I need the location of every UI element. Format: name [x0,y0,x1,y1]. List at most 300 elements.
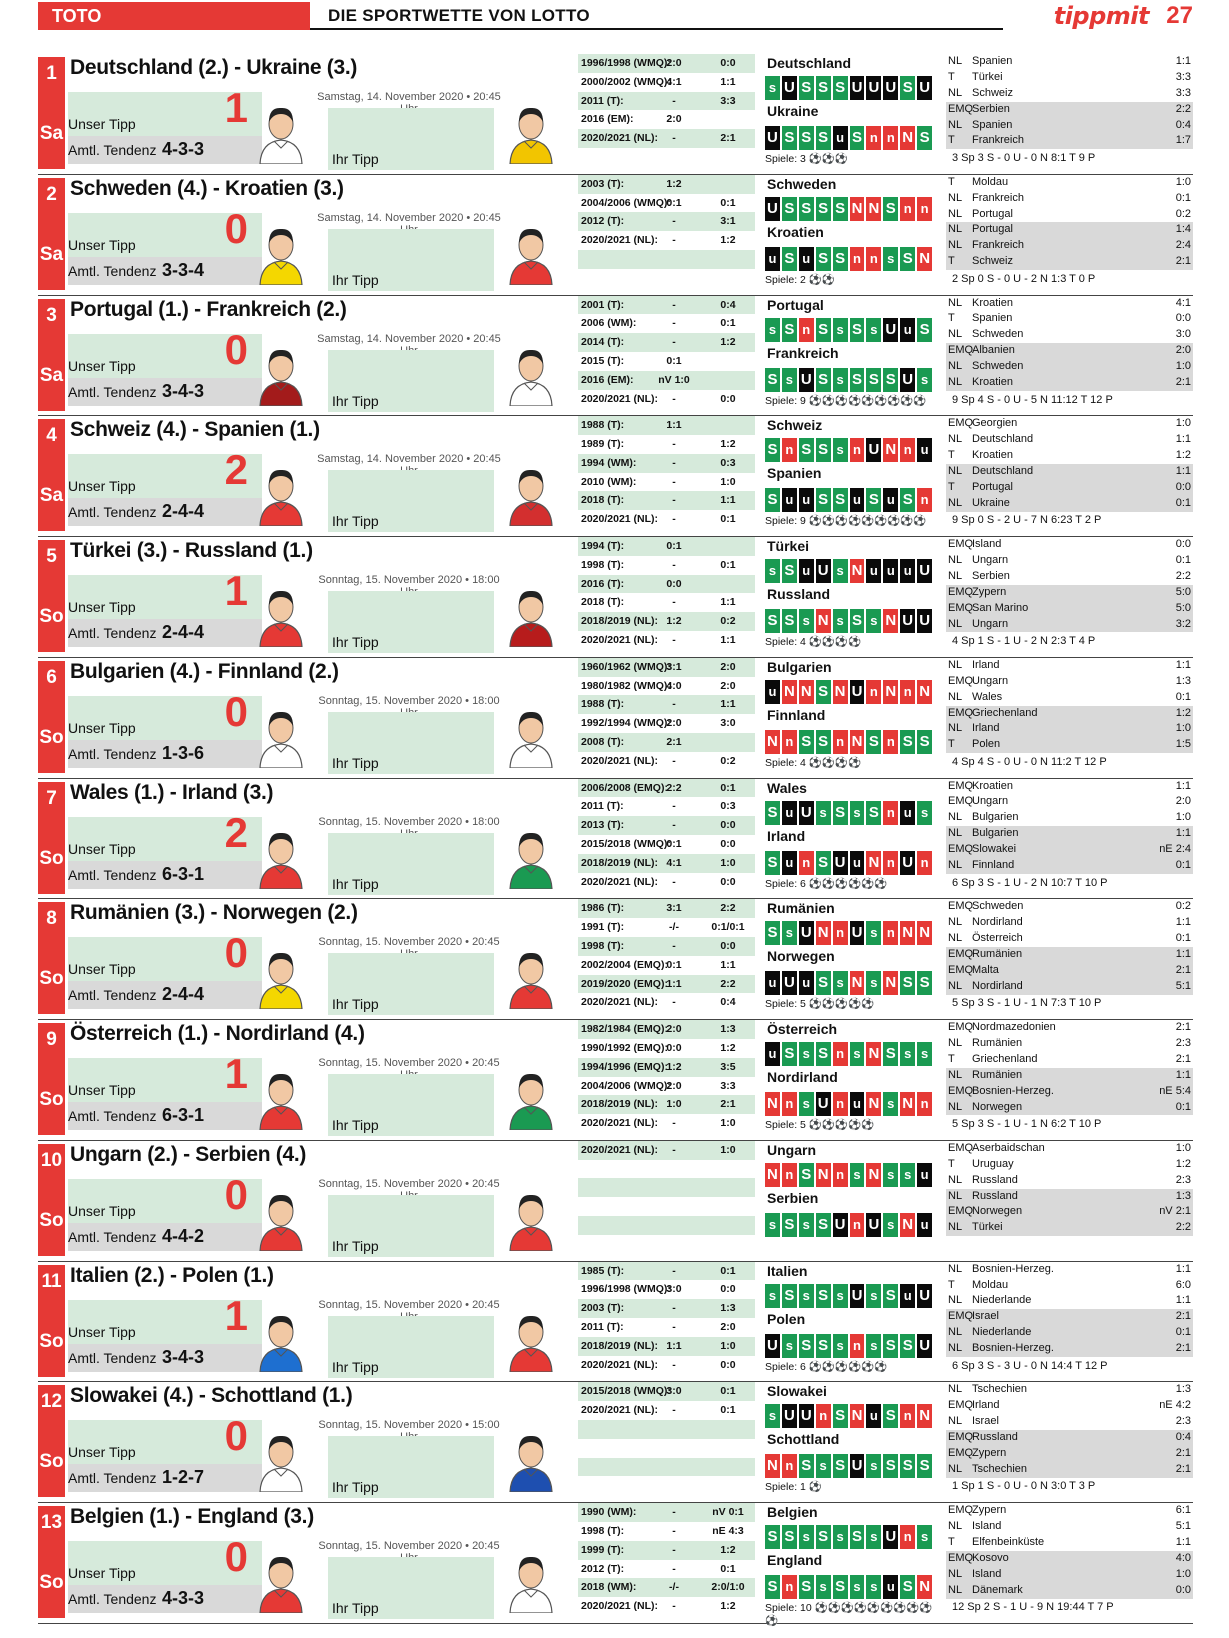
match-title: Wales (1.) - Irland (3.) [70,780,274,804]
form-cell: S [782,1525,797,1549]
opponent-name: Island [972,1520,1002,1533]
match-day: Sa [39,364,64,386]
history-row [578,556,755,575]
history-away-score: 0:2 [720,615,736,628]
head-to-head-history [578,779,755,892]
match-title: Belgien (1.) - England (3.) [70,1505,314,1529]
history-label: 2010 (WM): [581,475,637,488]
form-cell: S [833,247,848,271]
form-cell: S [917,126,932,150]
unser-tipp-value: 0 [224,204,248,252]
competition-code: EMQ [948,1431,974,1444]
ihr-tipp-field[interactable] [328,229,494,291]
away-team-name: Kroatien [767,223,824,240]
opponent-name: Türkei [972,1221,1003,1234]
away-form-bar [765,1454,932,1478]
opponent-name: Rumänien [972,1037,1023,1050]
form-cell: S [816,76,831,100]
opponent-name: Spanien [972,55,1013,67]
history-home-score: - [672,939,676,952]
recent-result-row [946,1341,1193,1357]
history-label: 2004/2006 (WMQ): [581,1079,671,1092]
competition-code: NL [948,1037,963,1050]
form-cell: u [866,1404,881,1428]
form-cell: u [782,488,797,512]
history-row [578,816,755,835]
history-row [578,1458,755,1477]
recent-results [946,1503,1193,1614]
competition-code: NL [948,433,963,446]
match-date: Sonntag, 15. November 2020 • 18:00 [318,574,500,587]
history-label: 2002/2004 (EMQ): [581,958,668,971]
form-cell: n [883,801,898,825]
ihr-tipp-field[interactable] [328,1436,494,1498]
match-day: Sa [39,485,64,507]
amtl-tendenz-value: 1-2-7 [162,1467,205,1488]
match-number: 1 [46,63,57,84]
opponent-name: Bosnien-Herzeg. [972,1342,1054,1355]
ihr-tipp-field[interactable] [328,591,494,653]
home-player-icon [256,1551,306,1613]
form-cell: S [833,76,848,100]
result-score: 2:1 [1175,1446,1191,1459]
opponent-name: Island [972,1567,1002,1580]
ihr-tipp-field[interactable] [328,1557,494,1619]
match-title: Slowakei (4.) - Schottland (1.) [70,1384,353,1408]
form-cell: N [850,559,865,583]
recent-result-row [946,737,1193,753]
home-form-bar [765,1163,932,1187]
form-cell: n [782,438,797,462]
games-count: Spiele: 4 ⚽⚽⚽⚽ [765,756,862,769]
history-away-score: 0:0 [720,1358,736,1371]
history-row [578,593,755,612]
result-score: 2:0 [1175,344,1191,357]
away-player-icon [506,1189,556,1251]
result-score: 1:0 [1175,360,1191,373]
form-cell: s [765,1284,780,1308]
home-team-name: Bulgarien [767,658,832,675]
form-cell: S [782,1284,797,1308]
history-away-score: 0:1 [720,781,736,794]
history-away-score: 0:1 [720,513,736,526]
opponent-name: Deutschland [972,464,1034,477]
games-count: Spiele: 10 ⚽⚽⚽⚽⚽⚽⚽⚽⚽⚽ [765,1602,933,1628]
history-away-score: 1:2 [720,1041,736,1054]
match-number-tab [38,1506,65,1618]
match-row [38,1262,1193,1383]
opponent-name: Griechenland [972,706,1038,719]
form-cell: S [816,1525,831,1549]
away-team-name: Finnland [767,706,826,723]
form-cell: N [866,1042,881,1066]
form-cell: S [765,801,780,825]
history-label: 1990/1992 (EMQ): [581,1041,668,1054]
away-form-bar [765,971,932,995]
result-score: 2:3 [1175,1037,1191,1050]
form-cell: S [883,1404,898,1428]
tipp-box [68,687,262,768]
games-count: Spiele: 5 ⚽⚽⚽⚽⚽ [765,998,875,1011]
match-date: Sonntag, 15. November 2020 • 20:45 [318,1057,500,1070]
result-score: 2:2 [1175,569,1191,582]
match-day: So [39,1451,64,1473]
history-home-score: -/- [669,1581,679,1594]
history-home-score: - [672,596,676,609]
competition-code: EMQ [948,674,974,687]
recent-result-row [946,1262,1193,1278]
away-player-icon [506,102,556,164]
form-cell: U [900,609,915,633]
ihr-tipp-label: Ihr Tipp [332,634,379,651]
amtl-tendenz-value: 6-3-1 [162,1105,205,1126]
form-cell: s [833,609,848,633]
recent-result-row [946,1414,1193,1430]
recent-results [946,416,1193,527]
ihr-tipp-label: Ihr Tipp [332,875,379,892]
competition-code: NL [948,118,963,131]
competition-code: T [948,255,955,268]
tipp-box [68,929,262,1009]
opponent-name: Israel [972,1310,999,1323]
form-cell: S [850,126,865,150]
form-cell: S [799,76,814,100]
opponent-name: Schweiz [972,255,1013,268]
result-score: 1:1 [1175,433,1191,446]
form-cell: N [765,1454,780,1478]
form-cell: u [765,1042,780,1066]
form-cell: n [917,197,932,221]
match-number-tab [38,1385,65,1497]
form-cell: s [850,801,865,825]
away-team-name: Spanien [767,465,822,482]
recent-results [946,537,1193,648]
history-away-score: 3:0 [720,717,736,730]
result-score: 1:1 [1175,779,1191,792]
recent-result-row [946,826,1193,842]
ihr-tipp-field[interactable] [328,833,494,895]
result-score: 1:4 [1175,223,1191,236]
ihr-tipp-field[interactable] [328,1074,494,1136]
head-to-head-summary: 12 Sp 2 S - 1 U - 9 N 19:44 T 7 P [952,1601,1114,1614]
form-cell: s [799,1042,814,1066]
amtl-tendenz-label: Amtl. Tendenz [68,262,157,279]
form-cell: u [917,1213,932,1237]
form-cell: S [816,1284,831,1308]
match-row [38,296,1193,417]
history-home-score: 2:0 [666,1023,682,1036]
opponent-name: Island [972,538,1002,551]
match-day: Sa [39,243,64,265]
form-cell: s [833,1284,848,1308]
home-team-name: Österreich [767,1021,838,1038]
form-cell: N [917,247,932,271]
form-cell: S [866,801,881,825]
head-to-head-history [578,899,755,1012]
result-score: 0:4 [1175,118,1191,131]
home-player-icon [256,1189,306,1251]
result-score: 1:0 [1175,175,1191,188]
home-form-bar [765,1042,932,1066]
result-score: 2:1 [1175,1462,1191,1475]
form-cell: s [799,1213,814,1237]
history-away-score: 1:1 [720,75,736,88]
history-label: 1994 (T): [581,540,625,553]
form-cell: S [900,247,915,271]
form-cell: S [782,126,797,150]
amtl-tendenz-value: 2-4-4 [162,622,205,643]
form-cell: s [900,1042,915,1066]
ihr-tipp-label: Ihr Tipp [332,1479,379,1496]
home-team-name: Wales [767,779,807,796]
history-away-score: 2:0 [720,1321,736,1334]
history-row [578,491,755,510]
form-cell: n [799,318,814,342]
unser-tipp-value: 2 [224,446,248,494]
history-away-score: 0:3 [720,800,736,813]
competition-code: T [948,449,955,462]
history-row [578,956,755,975]
unser-tipp-value: 0 [224,929,248,977]
form-cell: s [883,1092,898,1116]
form-cell: s [866,1525,881,1549]
form-cell: S [799,1454,814,1478]
amtl-tendenz-value: 2-4-4 [162,501,205,522]
ihr-tipp-field[interactable] [328,953,494,1015]
history-row [578,612,755,631]
recent-result-row [946,1535,1193,1551]
history-row [578,658,755,677]
away-player-icon [506,223,556,285]
history-home-score: 4:1 [666,75,682,88]
history-label: 1990 (WM): [581,1506,637,1519]
result-score: 0:0 [1175,1583,1191,1596]
competition-code: EMQ [948,900,974,913]
competition-code: NL [948,1262,963,1275]
competition-code: EMQ [948,843,974,856]
competition-code: NL [948,1068,963,1081]
recent-result-row [946,464,1193,480]
form-cell: S [765,368,780,392]
history-row [578,296,755,315]
form-cell: s [866,1284,881,1308]
away-team-name: England [767,1552,823,1569]
form-cell: S [816,1213,831,1237]
form-cell: S [799,1575,814,1599]
form-cell: U [765,197,780,221]
result-score: 2:4 [1175,239,1191,252]
recent-result-row [946,1220,1193,1236]
home-player-icon [256,585,306,647]
opponent-name: Serbien [972,569,1010,582]
recent-results [946,54,1193,164]
form-cell: n [782,1575,797,1599]
away-player-icon [506,1430,556,1492]
history-home-score: - [672,317,676,330]
form-cell: s [833,971,848,995]
ihr-tipp-field[interactable] [328,1195,494,1257]
form-cell: S [816,126,831,150]
history-label: 2020/2021 (NL): [581,392,659,405]
history-row [578,1141,755,1160]
form-cell: n [900,1525,915,1549]
competition-code: NL [948,569,963,582]
history-label: 2020/2021 (NL): [581,996,659,1009]
match-number: 13 [40,1512,63,1534]
form-cell: s [816,1575,831,1599]
history-label: 1982/1984 (EMQ): [581,1023,668,1036]
result-score: 1:0 [1175,722,1191,735]
games-count: Spiele: 6 ⚽⚽⚽⚽⚽⚽ [765,877,888,890]
history-row [578,899,755,918]
competition-code: NL [948,617,963,630]
form-cell: S [833,197,848,221]
history-row [578,695,755,714]
section-label: TOTO [38,2,310,30]
form-cell: u [850,488,865,512]
form-cell: n [833,1092,848,1116]
recent-result-row [946,915,1193,931]
games-count: Spiele: 9 ⚽⚽⚽⚽⚽⚽⚽⚽⚽ [765,394,927,407]
competition-code: NL [948,55,963,67]
recent-result-row [946,842,1193,858]
recent-result-row [946,1036,1193,1052]
form-cell: s [883,1163,898,1187]
history-label: 2020/2021 (NL): [581,513,659,526]
history-label: 2020/2021 (NL): [581,1143,659,1156]
result-score: 1:3 [1175,1383,1191,1396]
recent-result-row [946,1519,1193,1535]
form-cell: n [782,1454,797,1478]
history-home-score: - [672,298,676,311]
history-label: 2018/2019 (NL): [581,1339,659,1352]
history-row [578,1597,755,1616]
form-cell: s [917,1525,932,1549]
opponent-name: Israel [972,1415,999,1428]
recent-result-row [946,86,1193,102]
recent-result-row [946,721,1193,737]
competition-code: NL [948,1100,963,1113]
form-cell: s [833,1525,848,1549]
opponent-name: Polen [972,738,1001,751]
competition-code: NL [948,979,963,992]
home-form-bar [765,318,932,342]
match-date: Sonntag, 15. November 2020 • 20:45 [318,1298,500,1311]
form-cell: s [833,1334,848,1358]
form-cell: U [850,921,865,945]
history-label: 2006 (WM): [581,317,637,330]
history-label: 2011 (T): [581,1321,624,1334]
form-cell: s [799,1092,814,1116]
recent-result-row [946,191,1193,207]
ihr-tipp-field[interactable] [328,350,494,412]
recent-results [946,1262,1193,1372]
amtl-tendenz-label: Amtl. Tendenz [68,1228,157,1245]
history-label: 2018 (WM): [581,1581,637,1594]
form-cell: N [782,680,797,704]
result-score: 2:3 [1175,1173,1191,1186]
history-home-score: - [672,132,676,145]
form-cell: S [833,1454,848,1478]
ihr-tipp-field[interactable] [328,1316,494,1378]
unser-tipp-value: 0 [224,1533,248,1581]
history-home-score: 0:1 [666,837,682,850]
amtl-tendenz-value: 3-3-4 [162,259,205,280]
result-score: 1:1 [1175,916,1191,929]
result-score: 0:1 [1175,1100,1191,1113]
result-score: 1:5 [1175,738,1191,751]
unser-tipp-value: 2 [224,808,248,856]
form-cell: n [833,730,848,754]
competition-code: NL [948,827,963,840]
recent-result-row [946,222,1193,238]
history-away-score: 0:3 [720,456,736,469]
result-score: 2:1 [1175,1310,1191,1323]
history-row [578,1114,755,1133]
history-row [578,835,755,854]
form-cell: n [883,126,898,150]
result-score: 1:0 [1175,1141,1191,1154]
away-player-icon [506,464,556,526]
history-row [578,631,755,650]
opponent-name: Finnland [972,859,1015,872]
competition-code: EMQ [948,1021,974,1034]
form-cell: S [782,1042,797,1066]
head-to-head-history [578,537,755,650]
head-to-head-summary: 2 Sp 0 S - 0 U - 2 N 1:3 T 0 P [952,272,1096,285]
form-cell: s [866,921,881,945]
competition-code: NL [948,191,963,204]
head-to-head-summary: 4 Sp 1 S - 1 U - 2 N 2:3 T 4 P [952,635,1096,648]
home-team-name: Schweden [767,175,837,192]
ihr-tipp-field[interactable] [328,712,494,774]
form-cell: u [900,318,915,342]
opponent-name: Ungarn [972,553,1009,566]
opponent-name: Ungarn [972,795,1009,808]
result-score: 3:3 [1175,70,1191,83]
competition-code: EMQ [948,706,974,719]
recent-result-row [946,1204,1193,1220]
history-label: 2012 (T): [581,1562,625,1575]
form-cell: s [917,1042,932,1066]
match-number: 11 [41,1270,62,1292]
form-cell: U [765,126,780,150]
ihr-tipp-field[interactable] [328,108,494,170]
history-label: 2020/2021 (NL): [581,1117,659,1130]
opponent-name: Moldau [972,175,1009,188]
competition-code: EMQ [948,585,974,598]
opponent-name: Wales [972,690,1003,703]
history-row [578,1280,755,1299]
head-to-head-summary: 1 Sp 1 S - 0 U - 0 N 3:0 T 3 P [952,1480,1096,1493]
amtl-tendenz-label: Amtl. Tendenz [68,1108,157,1125]
result-score: 0:4 [1175,1431,1191,1444]
competition-code: NL [948,1583,963,1596]
form-cell: U [850,1284,865,1308]
form-cell: U [883,318,898,342]
match-day: So [39,968,64,990]
form-cell: S [833,1404,848,1428]
away-team-name: Norwegen [767,948,835,965]
form-cell: S [883,1042,898,1066]
history-label: 2020/2021 (NL): [581,634,659,647]
opponent-name: Irland [972,658,1000,671]
away-team-name: Schottland [767,1431,840,1448]
ihr-tipp-field[interactable] [328,470,494,532]
history-away-score: 1:1 [720,958,736,971]
history-row [578,1337,755,1356]
amtl-tendenz-label: Amtl. Tendenz [68,866,157,883]
